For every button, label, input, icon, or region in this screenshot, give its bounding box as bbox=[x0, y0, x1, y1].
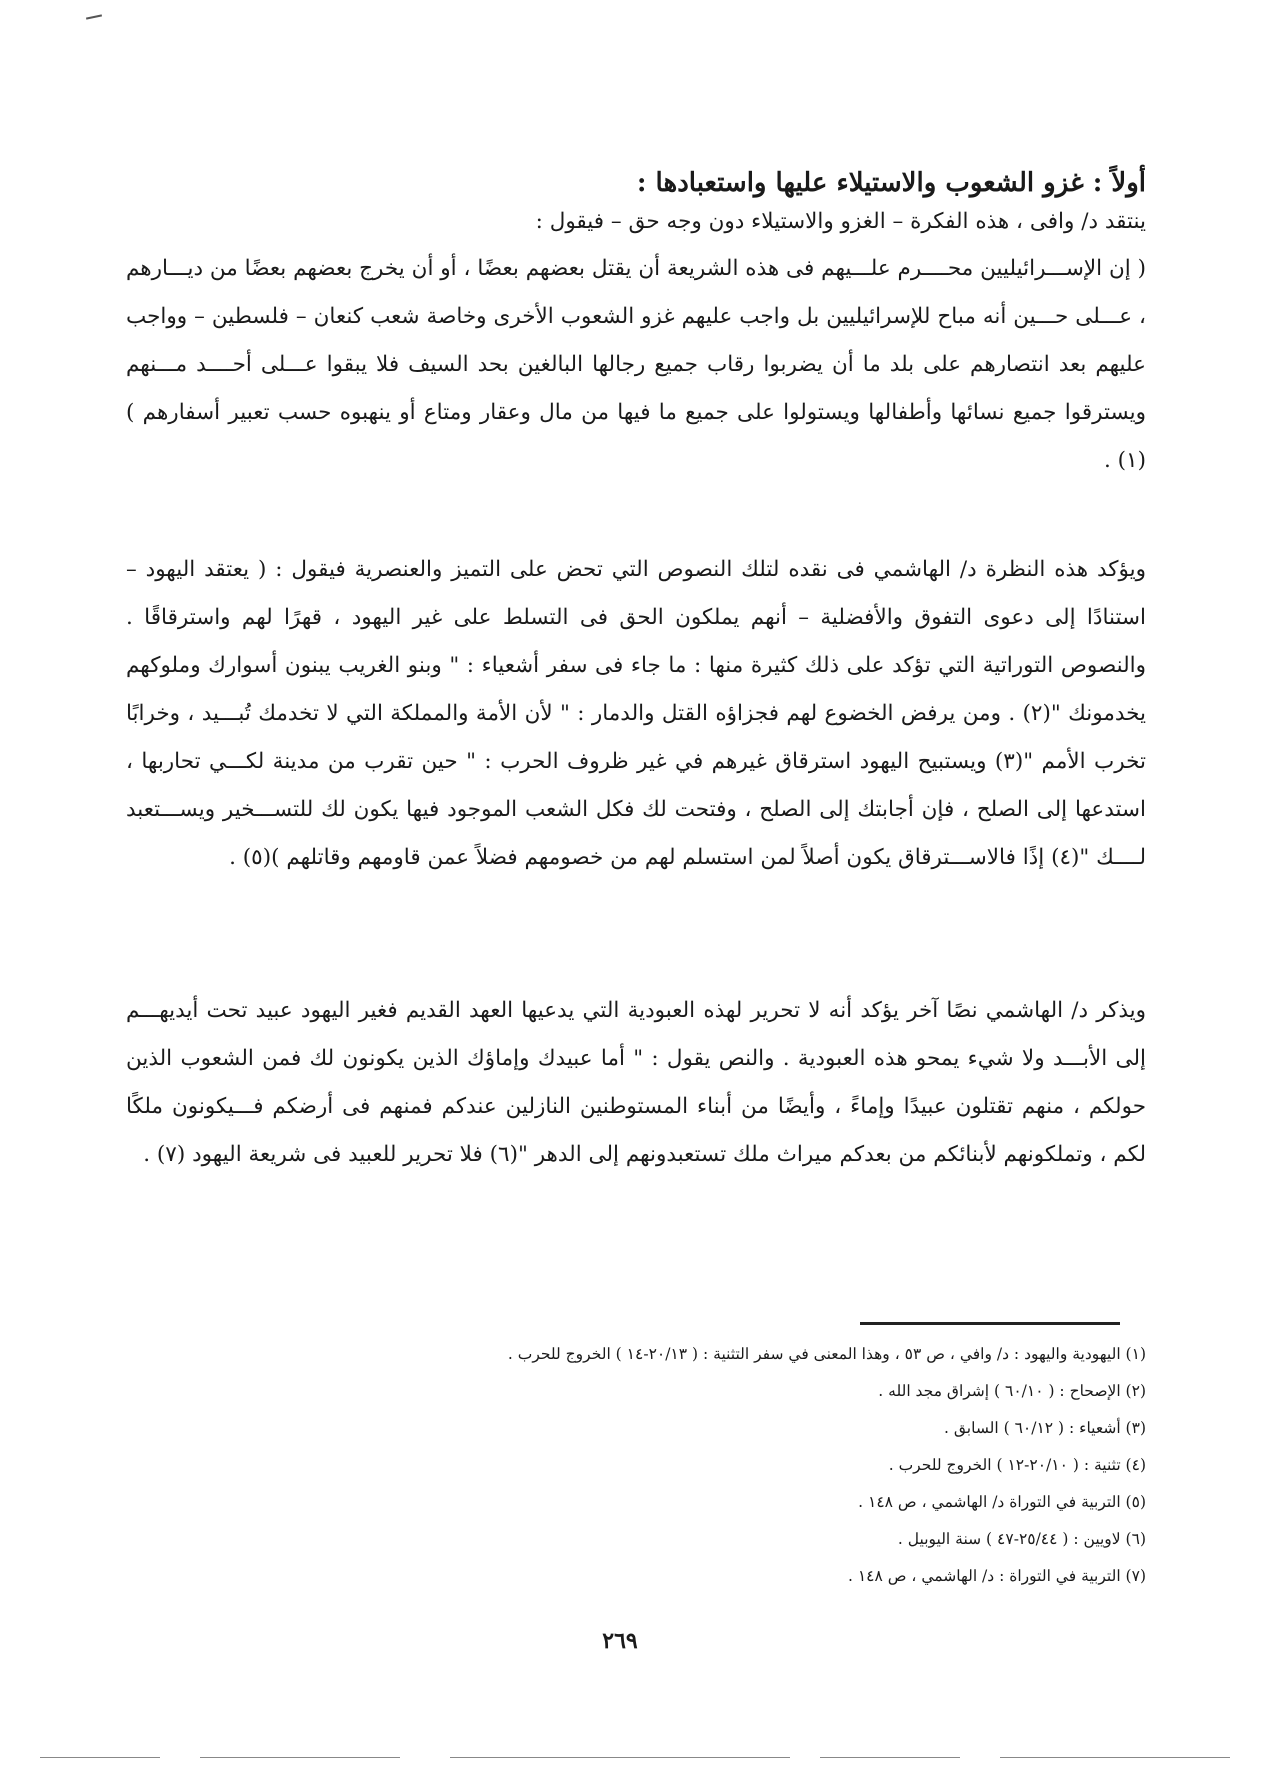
scan-edge-line bbox=[820, 1757, 960, 1758]
footnote-item: (٥) التربية في التوراة د/ الهاشمي ، ص ١٤٨ . bbox=[858, 1493, 1146, 1511]
page-number: ٢٦٩ bbox=[602, 1628, 638, 1654]
second-paragraph-text: ويؤكد هذه النظرة د/ الهاشمي فى نقده لتلك النصوص التي تحض على التميز والعنصرية فيقول : ( يعتقد اليهود – استنادًا إلى دعوى التفوق والأفضلية – أنهم يملكون الحق فى التسلط على غير اليهود ، قهرًا لهم واسترقاقًا . والنصوص التوراتية التي تؤكد على ذلك كثيرة منها : ما جاء فى سفر أشعياء : " وبنو الغريب يبنون أسوارك وملوكهم يخدمونك "(٢) . ومن يرفض الخضوع لهم فجزاؤه القتل والدمار : " لأن الأمة والمملكة التي لا تخدمك تُبـــيد ، وخرابًا تخرب الأمم "(٣) ويستبيح اليهود استرقاق غيرهم في غير ظروف الحرب : " حين تقرب من مدينة لكـــي تحاربها ، استدعها إلى الصلح ، فإن أجابتك إلى الصلح ، وفتحت لك فكل الشعب الموجود فيها يكون لك للتســـخير ويســـتعبد لــــك "(٤) إذًا فالاســـترقاق يكون أصلاً لمن استسلم لهم من خصومهم فضلاً عمن قاومهم وقاتلهم )(٥) . bbox=[126, 557, 1146, 870]
scan-edge-line bbox=[1000, 1757, 1230, 1758]
quote-text: ( إن الإســـرائيليين محــــرم علـــيهم فى هذه الشريعة أن يقتل بعضهم بعضًا ، أو أن يخرج بعضهم بعضًا من ديـــارهم ، عـــلى حـــين أنه مباح للإسرائيليين بل واجب عليهم غزو الشعوب الأخرى وخاصة شعب كنعان – فلسطين – وواجب عليهم بعد انتصارهم على بلد ما أن يضربوا رقاب جميع رجالها البالغين بحد السيف فلا يبقوا عـــلى أحــــد مـــنهم ويسترقوا جميع نسائها وأطفالها ويستولوا على جميع ما فيها من مال وعقار ومتاع أو ينهبوه حسب تعبير أسفارهم )(١) . bbox=[126, 256, 1146, 473]
footnote-item: (٦) لاويين : ( ٢٥/٤٤-٤٧ ) سنة اليوبيل . bbox=[897, 1530, 1146, 1548]
scan-edge-line bbox=[200, 1757, 400, 1758]
scan-edge-line bbox=[450, 1757, 790, 1758]
second-paragraph bbox=[126, 546, 1146, 882]
scan-mark bbox=[86, 14, 102, 19]
third-paragraph bbox=[126, 987, 1146, 1179]
section-heading: أولاً : غزو الشعوب والاستيلاء عليها واستعبادها : bbox=[636, 168, 1146, 198]
footnote-separator bbox=[860, 1322, 1120, 1325]
third-paragraph-text: ويذكر د/ الهاشمي نصًا آخر يؤكد أنه لا تحرير لهذه العبودية التي يدعيها العهد القديم فغير اليهود عبيد تحت أيديهـــم إلى الأبـــد ولا شيء يمحو هذه العبودية . والنص يقول : " أما عبيدك وإماؤك الذين يكونون لك فمن الشعوب الذين حولكم ، منهم تقتلون عبيدًا وإماءً ، وأيضًا من أبناء المستوطنين النازلين عندكم فمنهم فى أرضكم فـــيكونون ملكًا لكم ، وتملكونهم لأبنائكم من بعدكم ميراث ملك تستعبدونهم إلى الدهر "(٦) فلا تحرير للعبيد فى شريعة اليهود (٧) . bbox=[126, 998, 1146, 1167]
footnote-item: (٤) تثنية : ( ٢٠/١٠-١٢ ) الخروج للحرب . bbox=[888, 1456, 1146, 1474]
intro-text: ينتقد د/ وافى ، هذه الفكرة – الغزو والاستيلاء دون وجه حق – فيقول : bbox=[535, 209, 1146, 234]
footnote-item: (١) اليهودية واليهود : د/ وافي ، ص ٥٣ ، وهذا المعنى في سفر التثنية : ( ٢٠/١٣-١٤ ) الخروج للحرب . bbox=[507, 1345, 1146, 1363]
footnotes-list bbox=[126, 1336, 1146, 1595]
scan-edge-line bbox=[40, 1757, 160, 1758]
footnote-item: (٧) التربية في التوراة : د/ الهاشمي ، ص ١٤٨ . bbox=[848, 1567, 1146, 1585]
footnote-item: (٣) أشعياء : ( ٦٠/١٢ ) السابق . bbox=[944, 1419, 1146, 1437]
footnote-item: (٢) الإصحاح : ( ٦٠/١٠ ) إشراق مجد الله . bbox=[878, 1382, 1146, 1400]
quote-paragraph bbox=[126, 245, 1146, 485]
intro-paragraph bbox=[126, 198, 1146, 246]
